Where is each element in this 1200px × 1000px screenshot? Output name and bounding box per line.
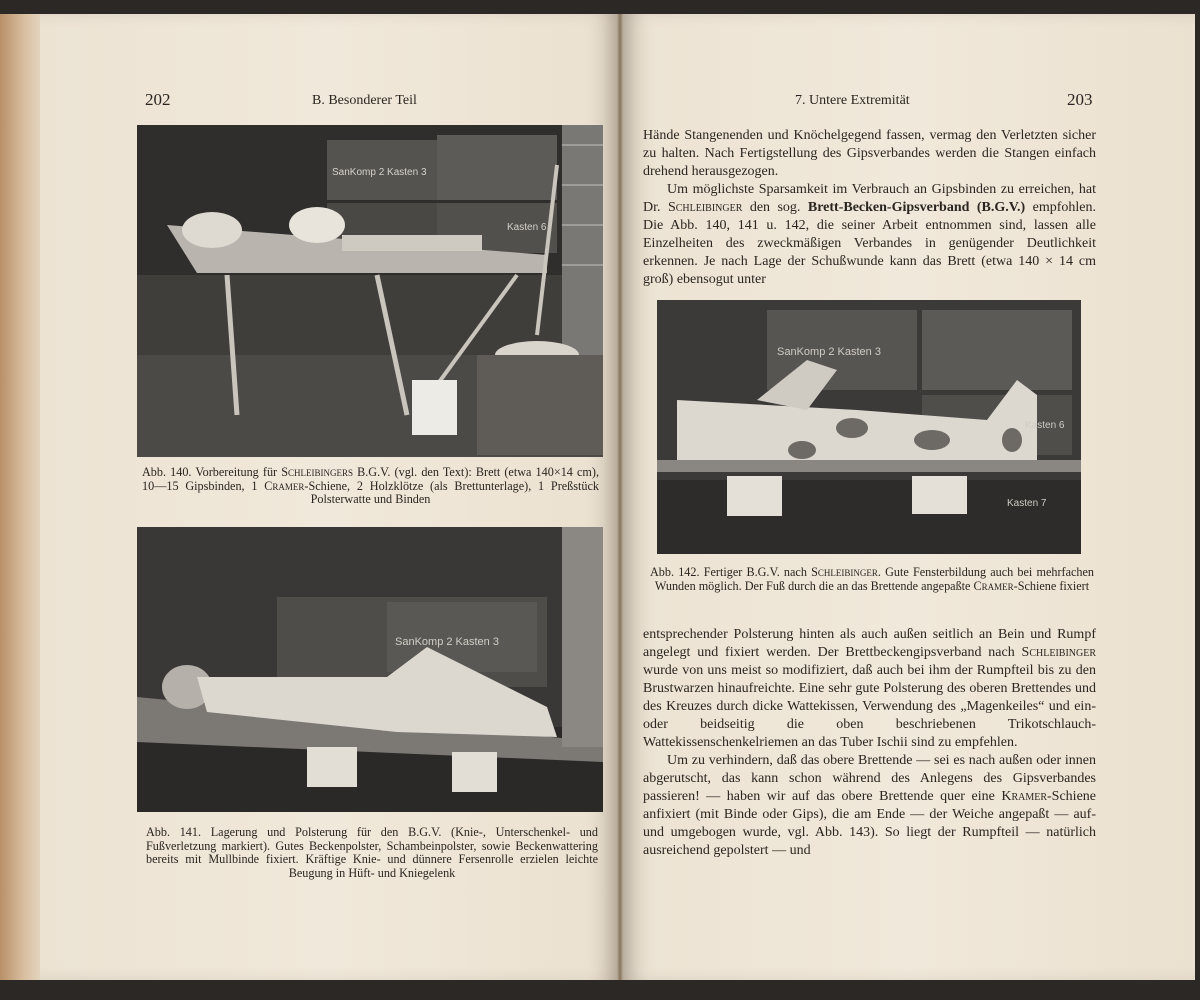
box-label: SanKomp 2 Kasten 3 <box>777 346 881 358</box>
figure-142-caption <box>650 566 1094 593</box>
person-name: Schleibinger <box>667 200 743 215</box>
page-number-right: 203 <box>1067 90 1093 109</box>
caption-text: -Schiene, 2 Holzklötze (als Brettunterlage), 1 Preßstück Polsterwatte und Binden <box>304 478 599 507</box>
figure-141-photo <box>137 527 603 812</box>
running-head-right: 7. Untere Extremität <box>795 93 910 108</box>
person-name: Schleibinger <box>1021 645 1096 660</box>
term: Brett-Becken-Gipsverband (B.G.V.) <box>807 200 1026 215</box>
caption-text: B.G.V. (vgl. den Text): Brett (etwa 140×14 cm), 10—15 Gipsbinden, 1 <box>142 465 599 493</box>
box-label: SanKomp 2 Kasten 3 <box>395 636 499 648</box>
figure-140-caption <box>142 466 599 507</box>
paragraph <box>643 752 1096 860</box>
body-text-bottom <box>643 626 1096 860</box>
book-edge <box>0 14 40 980</box>
text: den sog. <box>742 200 808 215</box>
box-label: Kasten 6 <box>507 222 547 233</box>
caption-text: Abb. 142. Fertiger B.G.V. nach <box>650 565 812 579</box>
box-label: SanKomp 2 Kasten 3 <box>332 167 427 178</box>
figure-141-caption: Abb. 141. Lagerung und Polsterung für den B.G.V. (Knie-, Unterschenkel- und Fußverletzung markiert). Gutes Beckenpolster, Schambeinpolster, sowie Beckenwattering bereits mit Mullbinde fixiert. Kräftige Knie- und dünnere Fersenrolle erzielen leichte Beugung in Hüft- und Kniegelenk <box>146 825 598 880</box>
box-label: Kasten 7 <box>1007 498 1047 509</box>
body-text-top <box>643 127 1096 289</box>
text: -Schiene anfixiert (mit Binde oder Gips), die am Ende — der Weiche angepaßt — auf- und umgebogen wurde, vgl. Abb. 143). So liegt der Rumpfteil — natürlich ausreichend gepolstert — und <box>643 789 1096 858</box>
caption-text: Abb. 140. Vorbereitung für <box>142 465 282 479</box>
text: Um möglichste Sparsamkeit im Verbrauch an Gipsbinden zu erreichen, hat Dr. <box>643 182 1096 215</box>
caption-name: Schleibinger <box>811 565 878 579</box>
figure-142-photo <box>657 300 1081 554</box>
paragraph <box>643 626 1096 752</box>
caption-name: Cramer <box>973 578 1014 593</box>
caption-name: Schleibingers <box>281 465 354 479</box>
paragraph: Hände Stangenenden und Knöchelgegend fassen, vermag den Verletzten sicher zu halten. Nach Fertigstellung des Gipsverbandes werden die Stangen einfach drehend herausgezogen. <box>643 128 1096 179</box>
person-name: Kramer <box>1001 789 1048 804</box>
page-number-left: 202 <box>145 90 171 109</box>
box-label: Kasten 6 <box>1025 420 1065 431</box>
paragraph <box>643 181 1096 289</box>
text: empfohlen. Die Abb. 140, 141 u. 142, die seiner Arbeit entnommen sind, lassen alle Einzelheiten des zweckmäßigen Verbandes in genügender Deutlichkeit erkennen. Je nach Lage der Schußwunde kann das Brett (etwa 140 × 14 cm groß) ebensogut unter <box>643 200 1096 287</box>
caption-text: . Gute Fensterbildung auch bei mehrfachen Wunden möglich. Der Fuß durch die an das Brettende angepaßte <box>654 565 1094 593</box>
caption-text: -Schiene fixiert <box>1013 578 1090 593</box>
text: entsprechender Polsterung hinten als auch außen seitlich an Bein und Rumpf angelegt und fixiert werden. Der Brettbeckengipsverband nach <box>643 627 1096 660</box>
text: Um zu verhindern, daß das obere Brettende — sei es nach außen oder innen abgerutscht, das kann schon während des Anlegens des Gipsverbandes passieren! — haben wir auf das obere Brettende quer eine <box>643 753 1096 804</box>
figure-140-photo <box>137 125 603 457</box>
text: wurde von uns meist so modifiziert, daß auch bei ihm der Rumpfteil bis zu den Brustwarzen hinaufreichte. Eine sehr gute Polsterung des oberen Brettendes und des Kreuzes durch dicke Wattekissen, Verwendung des „Magenkeiles“ und ein- oder beidseitig die oben beschriebenen Trikotschlauch-Wattekissenschenkelriemen an das Tuber Ischii sind zu empfehlen. <box>643 663 1096 750</box>
caption-name: Cramer <box>264 478 305 493</box>
running-head-left: B. Besonderer Teil <box>312 93 417 108</box>
